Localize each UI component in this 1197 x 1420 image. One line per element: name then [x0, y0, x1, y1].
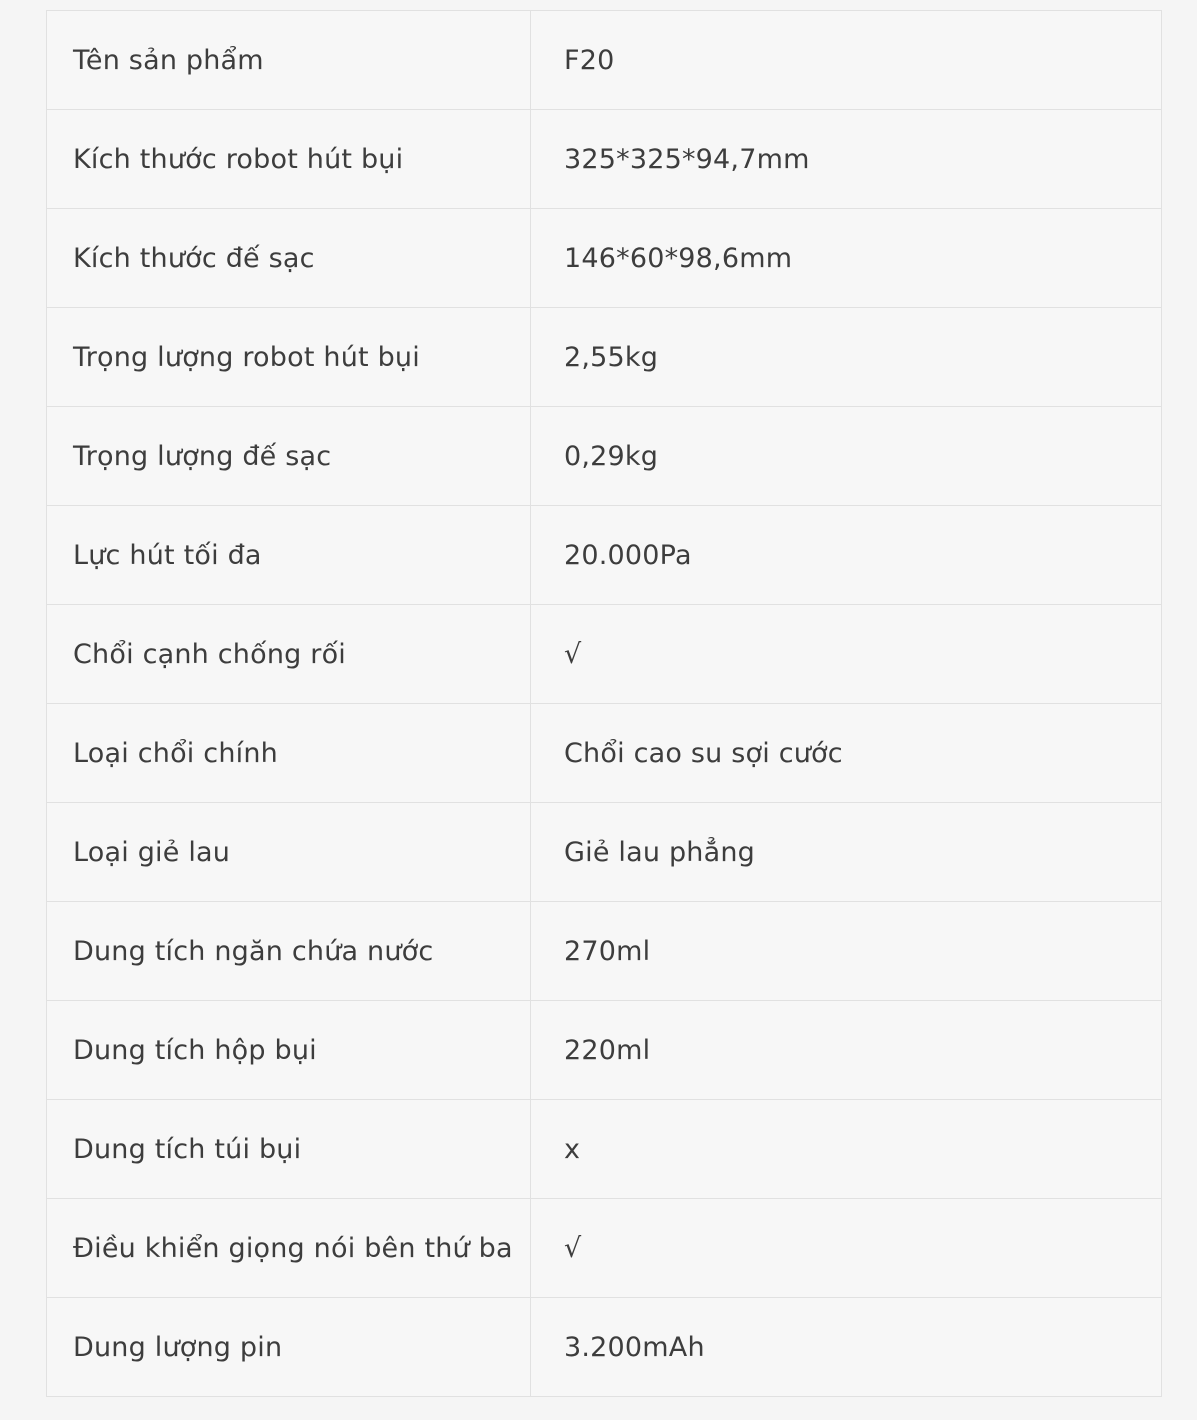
- table-row: [47, 11, 1162, 110]
- spec-label: Kích thước robot hút bụi: [47, 110, 531, 209]
- spec-label: Trọng lượng robot hút bụi: [47, 308, 531, 407]
- table-row: [47, 506, 1162, 605]
- spec-value: 3.200mAh: [531, 1298, 1162, 1397]
- spec-label: Dung tích túi bụi: [47, 1100, 531, 1199]
- spec-value: Giẻ lau phẳng: [531, 803, 1162, 902]
- table-row: [47, 803, 1162, 902]
- spec-value: 270ml: [531, 902, 1162, 1001]
- spec-label: Loại chổi chính: [47, 704, 531, 803]
- spec-value: √: [531, 605, 1162, 704]
- spec-label: Kích thước đế sạc: [47, 209, 531, 308]
- spec-table: [46, 10, 1162, 1397]
- spec-label: Trọng lượng đế sạc: [47, 407, 531, 506]
- spec-label: Dung lượng pin: [47, 1298, 531, 1397]
- spec-value: x: [531, 1100, 1162, 1199]
- spec-value: F20: [531, 11, 1162, 110]
- spec-value: Chổi cao su sợi cước: [531, 704, 1162, 803]
- table-row: [47, 1001, 1162, 1100]
- table-row: [47, 1199, 1162, 1298]
- spec-value: 20.000Pa: [531, 506, 1162, 605]
- spec-value: 146*60*98,6mm: [531, 209, 1162, 308]
- spec-value: 220ml: [531, 1001, 1162, 1100]
- spec-value: √: [531, 1199, 1162, 1298]
- spec-value: 2,55kg: [531, 308, 1162, 407]
- table-row: [47, 902, 1162, 1001]
- table-row: [47, 407, 1162, 506]
- spec-label: Điều khiển giọng nói bên thứ ba: [47, 1199, 531, 1298]
- spec-label: Dung tích ngăn chứa nước: [47, 902, 531, 1001]
- table-row: [47, 110, 1162, 209]
- spec-label: Dung tích hộp bụi: [47, 1001, 531, 1100]
- spec-label: Chổi cạnh chống rối: [47, 605, 531, 704]
- table-row: [47, 704, 1162, 803]
- table-row: [47, 605, 1162, 704]
- spec-value: 0,29kg: [531, 407, 1162, 506]
- table-row: [47, 1100, 1162, 1199]
- spec-value: 325*325*94,7mm: [531, 110, 1162, 209]
- table-row: [47, 308, 1162, 407]
- spec-label: Tên sản phẩm: [47, 11, 531, 110]
- spec-label: Lực hút tối đa: [47, 506, 531, 605]
- table-row: [47, 209, 1162, 308]
- spec-label: Loại giẻ lau: [47, 803, 531, 902]
- table-row: [47, 1298, 1162, 1397]
